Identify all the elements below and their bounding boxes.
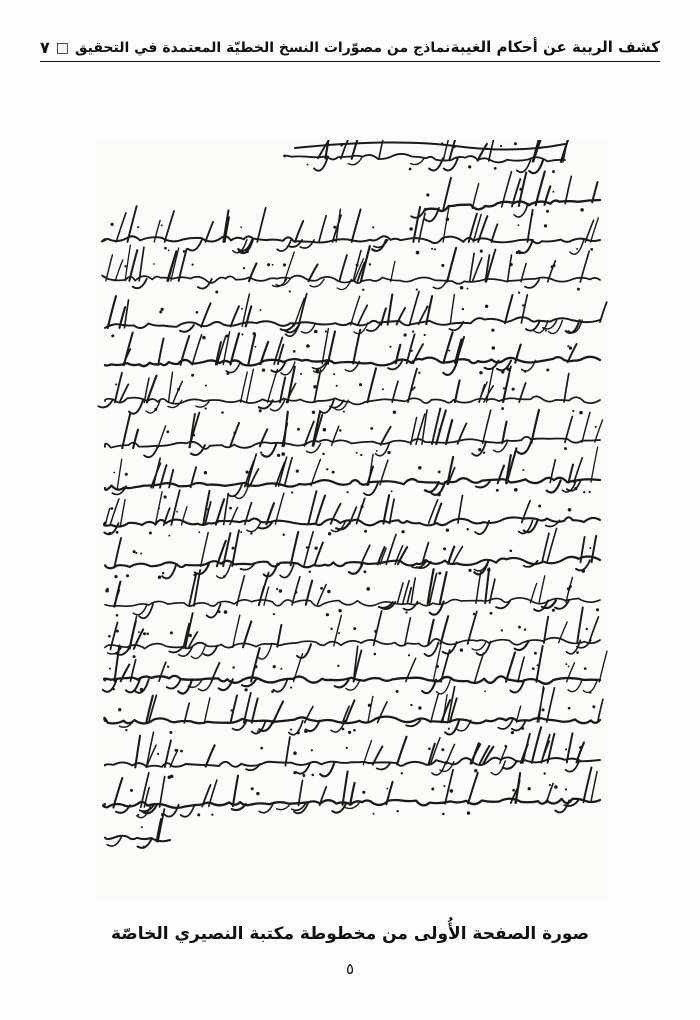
manuscript-line (103, 767, 600, 817)
separator-glyph: □ (55, 39, 69, 56)
manuscript-line (102, 206, 600, 254)
manuscript-line (411, 172, 600, 222)
manuscript-line (103, 645, 607, 694)
manuscript-image (95, 140, 610, 900)
basmala-flourish (295, 142, 565, 149)
section-title: نماذج من مصوّرات النسخ الخطيّة المعتمدة في التحقيق (75, 39, 451, 56)
header-rule (40, 61, 660, 62)
header-page-number: ٧ (40, 38, 50, 57)
running-header (40, 28, 660, 62)
page-number: ٥ (345, 960, 355, 978)
manuscript-line (105, 608, 600, 660)
manuscript-line (105, 409, 603, 458)
manuscript-line (98, 366, 600, 414)
manuscript-line (104, 490, 600, 536)
section-header (40, 38, 450, 57)
manuscript-line (105, 329, 600, 377)
manuscript-line (105, 568, 600, 618)
manuscript-line (105, 292, 607, 340)
manuscript-line (105, 727, 600, 779)
manuscript-line (105, 528, 600, 579)
manuscript-line (104, 686, 603, 734)
figure-caption: صورة الصفحة الأُولى من مخطوطة مكتبة النصيري الخاصّة (110, 924, 590, 944)
book-title: كشف الريبة عن أحكام الغيبة (450, 38, 660, 56)
